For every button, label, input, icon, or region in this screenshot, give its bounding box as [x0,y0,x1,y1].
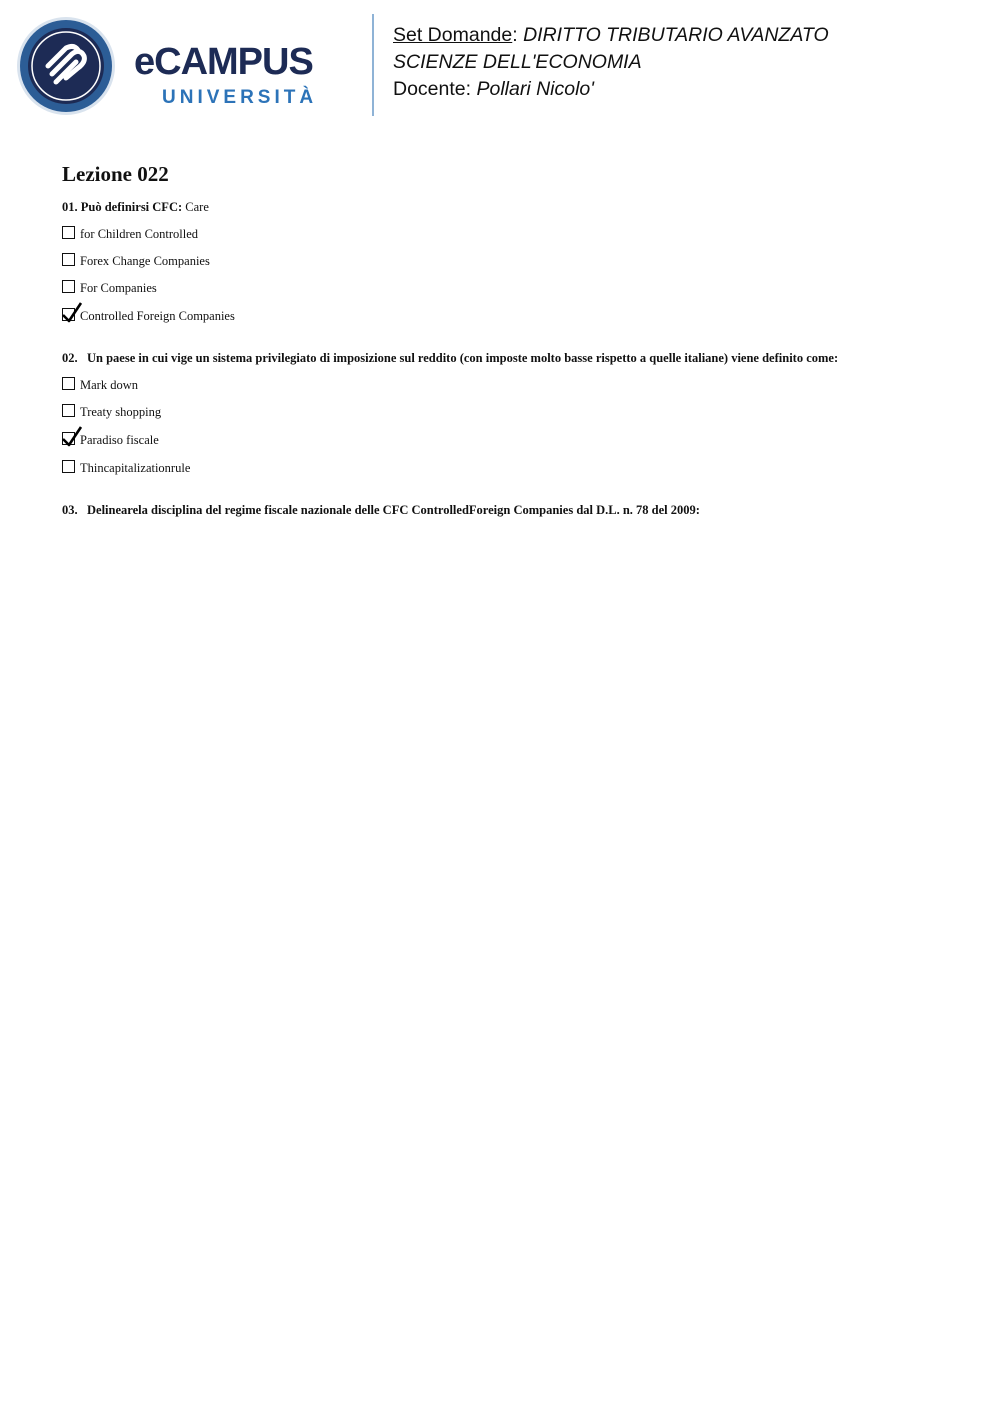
question-number: 02. [62,351,78,365]
question-block [62,501,962,519]
docente-name: Pollari Nicolo' [476,78,594,100]
header-info [393,22,829,103]
set-separator: : [512,24,518,46]
faculty-name: SCIENZE DELL'ECONOMIA [393,51,642,73]
header-divider [372,14,374,116]
docente-label: Docente: [393,78,472,100]
question-text [62,198,962,216]
answer-option[interactable] [62,403,962,421]
answer-option[interactable] [62,225,962,243]
checkbox[interactable] [62,460,75,473]
option-label: for Children Controlled [80,227,199,241]
checkbox[interactable] [62,404,75,417]
course-line [393,22,829,49]
question-number: 03. [62,503,78,517]
checkmark-icon [61,301,83,325]
option-label: Forex Change Companies [80,254,210,268]
checkbox[interactable] [62,280,75,293]
answer-option-selected[interactable] [62,431,962,449]
option-label: Controlled Foreign Companies [80,309,235,323]
lesson-title: Lezione 022 [62,162,169,186]
answer-option[interactable] [62,279,962,297]
question-prompt: Può definirsi CFC: [80,200,183,214]
checkbox[interactable] [62,377,75,390]
checkmark-icon [61,425,83,449]
question-number: 01. [62,200,78,214]
answer-option-selected[interactable] [62,307,962,325]
ecampus-wordmark [134,40,356,112]
question-block [62,349,962,477]
checkbox[interactable] [62,253,75,266]
brand-subtitle: UNIVERSITÀ [162,87,318,108]
brand-name: eCAMPUS [134,41,313,83]
question-prompt: Un paese in cui vige un sistema privilegiato di imposizione sul reddito (con imposte molto basse rispetto a quelle italiane) viene definito come: [87,351,839,365]
question-text [62,501,962,519]
docente-line [393,76,829,103]
question-text [62,349,962,367]
answer-option[interactable] [62,459,962,477]
checkbox[interactable] [62,226,75,239]
option-label: Mark down [80,378,138,392]
question-block [62,198,962,325]
option-label: Paradiso fiscale [80,433,159,447]
answer-option[interactable] [62,376,962,394]
answer-option[interactable] [62,252,962,270]
document-body [62,160,962,519]
question-prompt-rest: Care [185,200,209,214]
university-seal-logo [16,16,116,116]
option-label: Treaty shopping [80,405,162,419]
set-label: Set Domande [393,24,513,46]
course-name: DIRITTO TRIBUTARIO AVANZATO [523,24,829,46]
option-label: Thincapitalizationrule [80,461,191,475]
option-label: For Companies [80,281,157,295]
question-prompt: Delinearela disciplina del regime fiscale nazionale delle CFC ControlledForeign Companies dal D.L. n. 78 del 2009: [87,503,700,517]
